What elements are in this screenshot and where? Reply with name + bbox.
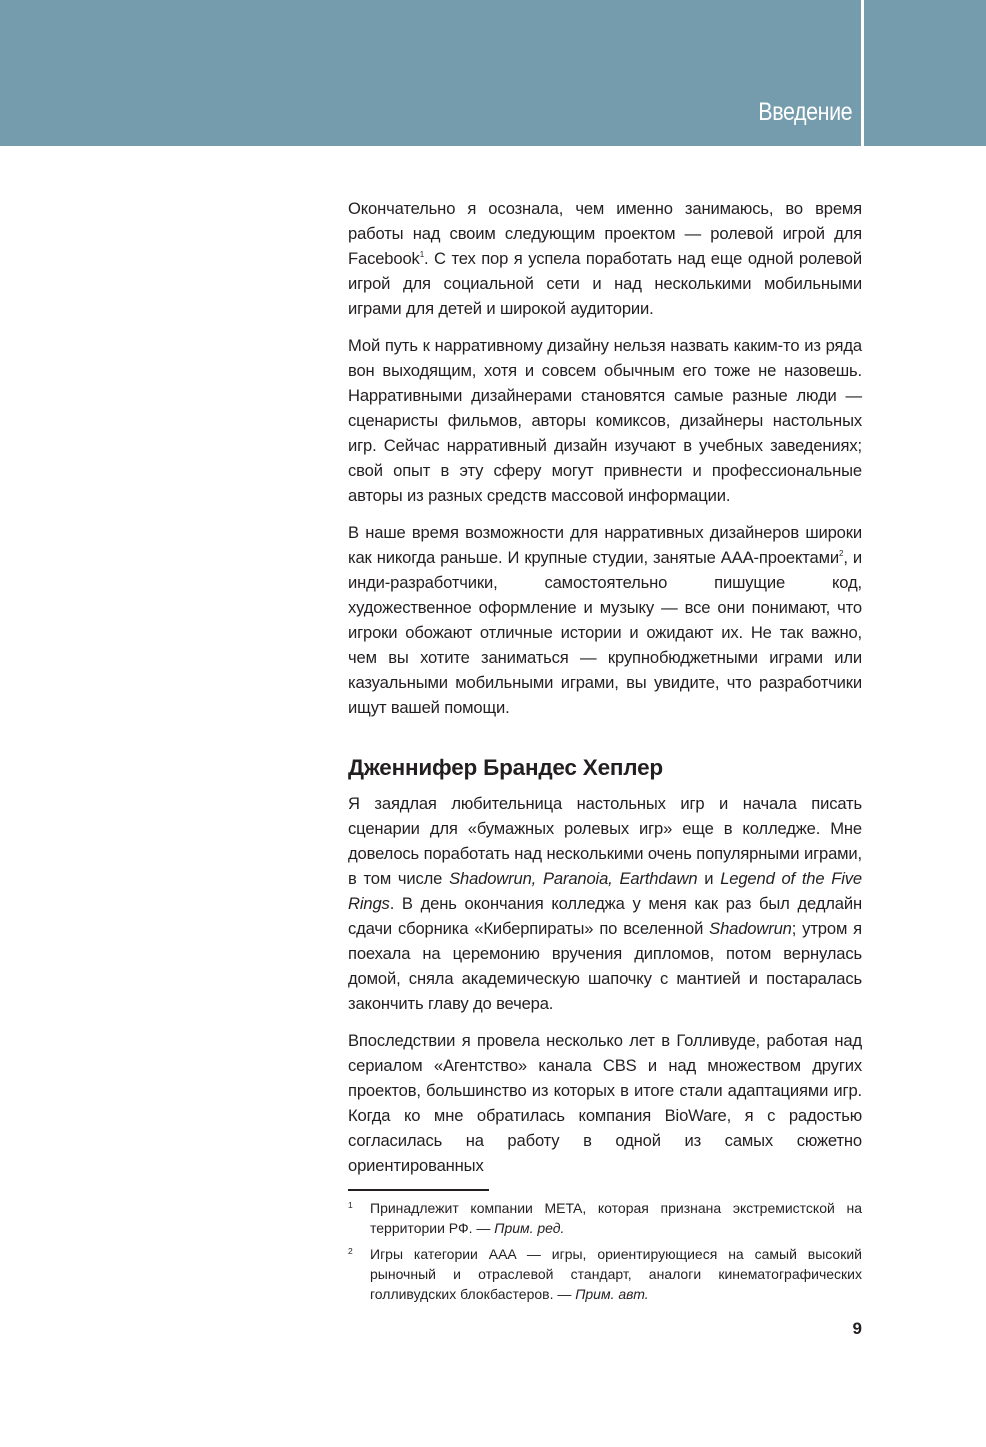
chapter-title: Введение	[758, 98, 852, 126]
footnotes	[348, 1198, 862, 1310]
paragraph-text: , и инди-разработчики, самостоятельно пишущие код, художественное оформление и музыку — все они понимают, что игроки обожают отличные истории и ожидают их. Не так важно, чем вы хотите заниматься — крупнобюджетными играми или казуальными мобильными играми, вы увидите, что разработчики ищут вашей помощи.	[348, 548, 862, 717]
italic-game-titles: Shadowrun, Paranoia, Earthdawn	[449, 869, 698, 888]
italic-game-title: Shadowrun	[709, 919, 792, 938]
paragraph-4	[348, 791, 862, 1016]
footnote-note: Прим. авт.	[575, 1286, 649, 1302]
header-divider	[861, 0, 864, 146]
paragraph-text: Окончательно я осознала, чем именно занимаюсь, во время работы над своим следующим проектом — ролевой игрой для Facebook	[348, 199, 862, 268]
paragraph-1	[348, 196, 862, 321]
main-text-column	[348, 196, 862, 1190]
paragraph-3	[348, 520, 862, 720]
footnote-ref-1[interactable]: 1	[419, 250, 424, 259]
paragraph-5: Впоследствии я провела несколько лет в Голливуде, работая над сериалом «Агентство» канала CBS и над множеством других проектов, большинство из которых в итоге стали адаптациями игр. Когда ко мне обратилась компания BioWare, я с радостью согласилась на работу в одной из самых сюжетно ориентированных	[348, 1031, 862, 1175]
paragraph-text: В наше время возможности для нарративных дизайнеров широки как никогда раньше. И крупные студии, занятые AAA-проектами	[348, 523, 862, 567]
footnote-number: 1	[348, 1200, 353, 1210]
footnote-separator	[348, 1189, 489, 1191]
footnote-2	[348, 1244, 862, 1304]
section-heading: Дженнифер Брандес Хеплер	[348, 755, 663, 780]
footnote-note: Прим. ред.	[494, 1220, 565, 1236]
footnote-number: 2	[348, 1246, 353, 1256]
paragraph-text: . С тех пор я успела поработать над еще одной ролевой игрой для социальной сети и над несколькими мобильными играми для детей и широкой аудитории.	[348, 249, 862, 318]
paragraph-text: . В день окончания колледжа у меня как раз был дедлайн сдачи сборника «Киберпираты» по вселенной	[348, 894, 862, 938]
paragraph-text: и	[697, 869, 721, 888]
footnote-text: Принадлежит компании META, которая признана экстремистской на территории РФ. —	[370, 1200, 862, 1236]
footnote-text: Игры категории AAA — игры, ориентирующиеся на самый высокий рыночный и отраслевой стандарт, аналоги кинематографических голливудских блокбастеров. —	[370, 1246, 862, 1302]
paragraph-text: ; утром я поехала на церемонию вручения дипломов, потом вернулась домой, сняла академическую шапочку с мантией и постаралась закончить главу до вечера.	[348, 919, 862, 1013]
italic-game-title: Legend of the Five Rings	[348, 869, 862, 913]
page-number: 9	[852, 1319, 862, 1338]
paragraph-2: Мой путь к нарративному дизайну нельзя назвать каким-то из ряда вон выходящим, хотя и совсем обычным его тоже не назовешь. Нарративными дизайнерами становятся самые разные люди — сценаристы фильмов, авторы комиксов, дизайнеры настольных игр. Сейчас нарративный дизайн изучают в учебных заведениях; свой опыт в эту сферу могут привнести и профессиональные авторы из разных средств массовой информации.	[348, 336, 862, 505]
footnote-1	[348, 1198, 862, 1238]
footnote-ref-2[interactable]: 2	[839, 549, 844, 558]
chapter-header-band	[0, 0, 986, 146]
paragraph-text: Я заядлая любительница настольных игр и начала писать сценарии для «бумажных ролевых игр» еще в колледже. Мне довелось поработать над несколькими очень популярными играми, в том числе	[348, 794, 862, 888]
